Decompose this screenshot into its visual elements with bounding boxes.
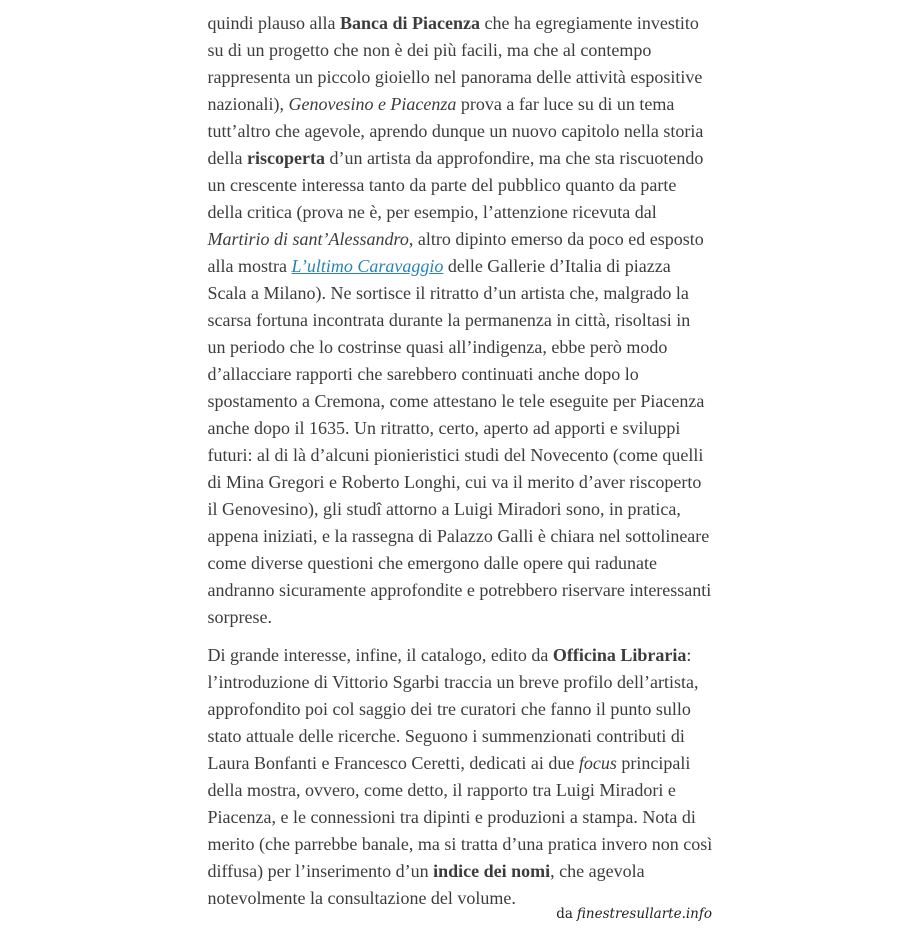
text-segment: Di grande interesse, infine, il catalogo, edito da [207, 645, 553, 665]
text-segment: focus [578, 753, 617, 773]
text-segment: riscoperta [246, 148, 325, 168]
paragraph-1 [208, 10, 713, 631]
paragraph-2 [208, 642, 713, 912]
text-segment: Banca di Piacenza [339, 13, 480, 33]
link-l-ultimo-caravaggio[interactable]: L’ultimo Caravaggio [291, 256, 444, 276]
text-segment: principali della mostra, ovvero, come detto, il rapporto tra Luigi Miradori e Piacenza, e le connessioni tra dipinti e produzioni a stampa. Nota di merito (che parrebbe banale, ma si tratta d’una pratica invero non così diffusa) per l’inserimento d’un [207, 753, 713, 881]
watermark-prefix: da [556, 906, 573, 922]
text-segment: , che agevola notevolmente la consultazione del volume. [207, 861, 645, 908]
text-segment: delle Gallerie d’Italia di piazza Scala a Milano). Ne sortisce il ritratto d’un artista che, malgrado la scarsa fortuna incontrata durante la permanenza in città, risoltasi in un periodo che lo costrinse quasi all’indigenza, ebbe però modo d’allacciare rapporti che sarebbero continuati anche dopo lo spostamento a Cremona, come attestano le tele eseguite per Piacenza anche dopo il 1635. Un ritratto, certo, aperto ad apporti e sviluppi futuri: al di là d’alcuni pionieristici studi del Novecento (come quelli di Mina Gregori e Roberto Longhi, cui va il merito d’aver riscoperto il Genovesino), gli studî attorno a Luigi Miradori sono, in pratica, appena iniziati, e la rassegna di Palazzo Galli è chiara nel sottolineare come diverse questioni che emergono dalle opere qui radunate andranno sicuramente approfondite e potrebbero riservare interessanti sorprese. [207, 256, 712, 627]
article-body [208, 0, 713, 912]
text-segment: quindi plauso alla [207, 13, 340, 33]
text-segment: Officina Libraria [552, 645, 687, 665]
text-segment: prova a far luce su di un tema tutt’altro che agevole, aprendo dunque un nuovo capitolo nella storia della [207, 94, 704, 168]
text-segment: che ha egregiamente investito su di un progetto che non è dei più facili, ma che al contempo rappresenta un piccolo gioiello nel panorama delle attività espositive nazionali), [207, 13, 703, 114]
text-segment: , altro dipinto emerso da poco ed esposto alla mostra [207, 229, 704, 276]
text-segment: d’un artista da approfondire, ma che sta riscuotendo un crescente interessa tanto da parte del pubblico quanto da parte della critica (prova ne è, per esempio, l’attenzione ricevuta dal [207, 148, 704, 222]
text-segment: Martirio di sant’Alessandro [207, 229, 409, 249]
watermark-site: finestresullarte.info [576, 906, 712, 922]
text-segment: : l’introduzione di Vittorio Sgarbi traccia un breve profilo dell’artista, approfondito poi col saggio dei tre curatori che fanno il punto sullo stato attuale delle ricerche. Seguono i summenzionati contributi di Laura Bonfanti e Francesco Ceretti, dedicati ai due [207, 645, 699, 773]
watermark [556, 905, 712, 923]
text-segment: Genovesino e Piacenza [288, 94, 457, 114]
text-segment: indice dei nomi [433, 861, 551, 881]
